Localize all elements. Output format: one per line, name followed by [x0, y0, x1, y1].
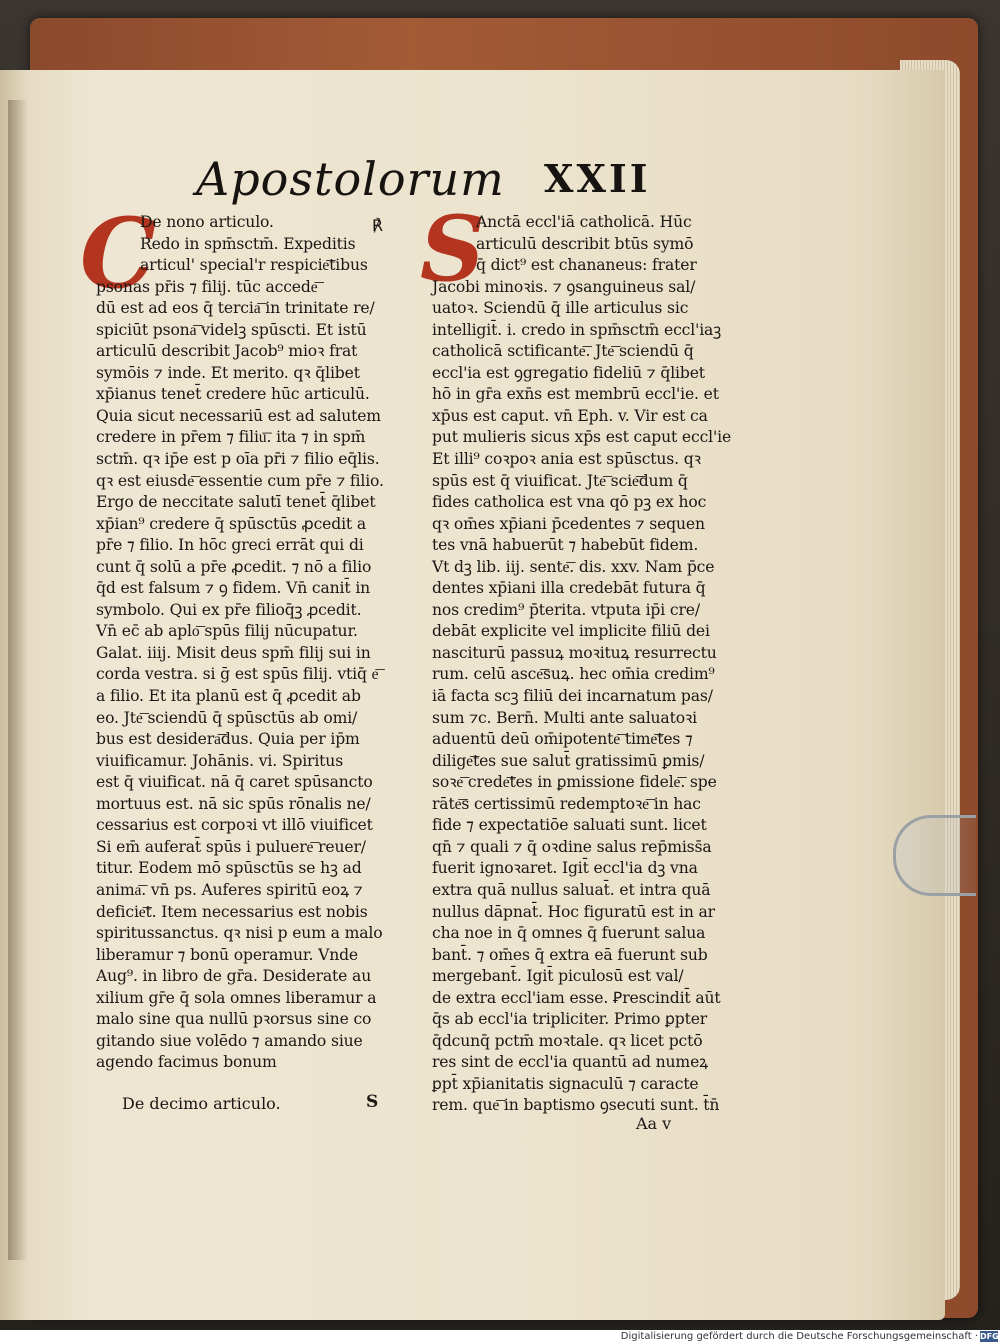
text-line: sum ⁊c. Bern̄. Multi ante saluatoꝛi — [432, 708, 698, 727]
folio-number: XXII — [544, 156, 651, 201]
digitization-credit: Digitalisierung gefördert durch die Deutsche Forschungsgemeinschaft · — [620, 1331, 978, 1342]
text-line: anima͞. vn̄ ps. Auferes spiritū eoꝝ ⁊ — [96, 880, 363, 899]
left-text-column — [96, 212, 426, 1074]
text-line: cha noe in q̄ omnes q̄ fuerunt salua — [432, 924, 706, 943]
text-line: spūs est q̄ viuificat. Jte͞ scie͞dum q̄ — [432, 471, 688, 490]
text-line: bus est desidera͞dus. Quia per ip̄m — [96, 730, 360, 749]
text-line: corda vestra. si ḡ est spūs filij. vtiq̄ e͞ — [96, 665, 379, 684]
text-line: nos credim⁹ p̄terita. vtputa ip̄i cre/ — [432, 600, 700, 619]
text-line: titur. Eodem mō spūsctūs se hꝫ ad — [96, 859, 362, 878]
text-line: spiritussanctus. qꝛ nisi p eum a malo — [96, 924, 383, 943]
text-line: articulū describit btūs symō — [476, 234, 694, 253]
text-line: ꝑpt̄ xp̄ianitatis signaculū ⁊ caracte — [432, 1074, 699, 1093]
text-line: iā facta scꝫ filiū dei incarnatum pas/ — [432, 687, 713, 706]
text-line: Vt dꝫ lib. iij. sente͞. dis. xxv. Nam p̄ce — [432, 557, 715, 576]
text-line: symōis ⁊ inde. Et merito. qꝛ q̄libet — [96, 363, 360, 382]
text-line: soꝛe͞ crede͞tes in ꝑmissione fidele͞. spe — [432, 773, 717, 792]
text-line: fides catholica est vna qō pꝫ ex hoc — [432, 493, 707, 512]
text-line: psonas pr̄is ⁊ filij. tūc accede͞ — [96, 277, 318, 296]
text-line: rum. celū asce͞suꝝ. hec om̄ia credim⁹ — [432, 665, 715, 684]
text-line: credere in pr̄em ⁊ filiu͞. ita ⁊ in spm̄ — [96, 428, 366, 447]
text-line: dilige͞tes sue salut̄ gratissimū ꝑmis/ — [432, 751, 705, 770]
text-line: xp̄ian⁹ credere q̄ spūsctūs ꝓcedit a — [96, 514, 366, 533]
signature-mark: S — [366, 1092, 379, 1112]
text-line: nullus dāpnat̄. Hoc figuratū est in ar — [432, 902, 715, 921]
text-line: viuificamur. Johānis. vi. Spiritus — [96, 751, 344, 770]
text-line: q̄s ab eccl'ia tripliciter. Primo ꝑpter — [432, 1010, 708, 1029]
text-line: Redo in spm̄sctm̄. Expeditis — [140, 234, 356, 253]
text-line: debāt explicite vel implicite filiū dei — [432, 622, 710, 641]
quire-signature: Aa v — [636, 1114, 672, 1133]
text-line: nasciturū passuꝝ moꝛituꝝ resurrectu — [432, 643, 717, 662]
text-line: cunt q̄ solū a pr̄e ꝓcedit. ⁊ nō a filio — [96, 557, 372, 576]
text-line: Anctā eccl'iā catholicā. Hūc — [476, 213, 692, 231]
text-line: tes vnā habuerūt ⁊ habebūt fidem. — [432, 536, 699, 555]
text-line: aduentū deū om̄ipotente͞ time͞tes ⁊ — [432, 730, 693, 749]
text-line: articulū describit Jacob⁹ mioꝛ frat — [96, 342, 358, 361]
text-line: Si em̄ auferat̄ spūs i puluere͞ reuer/ — [96, 837, 366, 856]
initial-capital-right: S — [420, 196, 485, 302]
clamp-clip-icon — [893, 815, 976, 896]
text-line: spiciūt psona͞ videlꝫ spūscti. Et istū — [96, 320, 367, 339]
text-line: dentes xp̄iani illa credebāt futura q̄ — [432, 579, 706, 598]
text-line: res sint de eccl'ia quantū ad numeꝝ — [432, 1053, 709, 1072]
text-line: rāte͞s certissimū redemptoꝛe͞ in hac — [432, 794, 701, 813]
text-line: mortuus est. nā sic spūs rōnalis ne/ — [96, 794, 371, 813]
text-line: mergebant̄. Igit̄ piculosū est val/ — [432, 967, 684, 986]
text-line: a filio. Et ita planū est q̄ ꝓcedit ab — [96, 687, 361, 706]
text-line: articul' special'r respicie͞tibus — [140, 256, 368, 275]
text-line: de extra eccl'iam esse. Ꝑrescindit̄ aūt — [432, 988, 721, 1007]
text-line: De nono articulo. — [140, 213, 274, 231]
text-line: xp̄ianus tenet̄ credere hūc articulū. — [96, 385, 370, 404]
text-line: put mulieris sicus xp̄s est caput eccl'ie — [432, 428, 732, 447]
reference-mark: ℟ — [372, 216, 383, 235]
text-line: q̄d est falsum ⁊ ꝯ fidem. Vn̄ canit̄ in — [96, 579, 371, 598]
text-line: qn̄ ⁊ quali ⁊ q̄ oꝛdine salus rep̄miss̄a — [432, 837, 712, 856]
text-line: symbolo. Qui ex pr̄e filioq̄ꝫ ꝓcedit. — [96, 600, 362, 619]
text-line: Jacobi minoꝛis. ⁊ ꝯsanguineus sal/ — [432, 277, 696, 296]
text-line: gitando siue volēdo ⁊ amando siue — [96, 1031, 363, 1050]
dfg-logo: DFG — [980, 1332, 999, 1341]
text-line: xp̄us est caput. vn̄ Eph. v. Vir est ca — [432, 406, 708, 425]
text-line: hō in gr̄a exn̄s est membrū eccl'ie. et — [432, 385, 719, 404]
text-line: cessarius est corpoꝛi vt illō viuificet — [96, 816, 373, 835]
text-line: Quia sicut necessariū est ad salutem — [96, 406, 381, 425]
text-line: extra quā nullus saluat̄. et intra quā — [432, 880, 711, 899]
text-line: deficie͞t. Item necessarius est nobis — [96, 902, 368, 921]
text-line: bant̄. ⁊ om̄es q̄ extra eā fuerunt sub — [432, 945, 708, 964]
text-line: q̄ dict⁹ est chananeus: frater — [476, 256, 697, 275]
text-line: intelligit̄. i. credo in spm̄sctm̄ eccl'iaꝫ — [432, 320, 722, 339]
text-line: fide ⁊ expectatiōe saluati sunt. licet — [432, 816, 707, 835]
text-line: Vn̄ ec̄ ab aplo͞ spūs filij nūcupatur. — [96, 622, 358, 641]
right-text-column — [432, 212, 772, 1117]
text-line: dū est ad eos q̄ tercia͞ in trinitate re/ — [96, 299, 375, 318]
initial-capital-left: C — [80, 197, 157, 310]
text-line: eo. Jte͞ sciendū q̄ spūsctūs ab omi/ — [96, 708, 358, 727]
text-line: q̄dcunq̄ pctm̄ moꝛtale. qꝛ licet pctō — [432, 1031, 703, 1050]
text-line: catholicā sctificante͞. Jte͞ sciendū q̄ — [432, 342, 694, 361]
text-line: rem. que͞ in baptismo ꝯsecuti sunt. t̄n̄ — [432, 1096, 720, 1115]
text-line: Galat. iiij. Misit deus spm̄ filij sui in — [96, 643, 371, 662]
text-line: liberamur ⁊ bonū operamur. Vnde — [96, 945, 358, 964]
text-line: uatoꝛ. Sciendū q̄ ille articulus sic — [432, 299, 689, 318]
text-line: Et illi⁹ coꝛpoꝛ ania est spūsctus. qꝛ — [432, 450, 701, 469]
text-line: pr̄e ⁊ filio. In hōc greci errāt qui di — [96, 536, 364, 555]
text-line: eccl'ia est ꝯgregatio fideliū ⁊ q̄libet — [432, 363, 705, 382]
text-line: qꝛ om̄es xp̄iani p̄cedentes ⁊ sequen — [432, 514, 705, 533]
next-section-heading: De decimo articulo. — [122, 1094, 281, 1113]
text-line: sctm̄. qꝛ ip̄e est p oīa pr̄i ⁊ filio eq̄lis. — [96, 450, 380, 469]
text-line: Ergo de neccitate salutī tenet̄ q̄libet — [96, 493, 376, 512]
text-line: agendo facimus bonum — [96, 1053, 277, 1072]
running-head-title: Apostolorum — [196, 152, 505, 206]
text-line: malo sine qua nullū pꝛorsus sine co — [96, 1010, 372, 1029]
text-line: xilium gr̄e q̄ sola omnes liberamur a — [96, 988, 377, 1007]
page-gutter-shadow — [8, 100, 28, 1260]
text-line: qꝛ est eiusde͞ essentie cum pr̄e ⁊ filio. — [96, 471, 384, 490]
text-line: est q̄ viuificat. nā q̄ caret spūsancto — [96, 773, 373, 792]
text-line: fuerit ignoꝛaret. Igit̄ eccl'ia dꝫ vna — [432, 859, 698, 878]
text-line: Aug⁹. in libro de gr̄a. Desiderate au — [96, 967, 372, 986]
